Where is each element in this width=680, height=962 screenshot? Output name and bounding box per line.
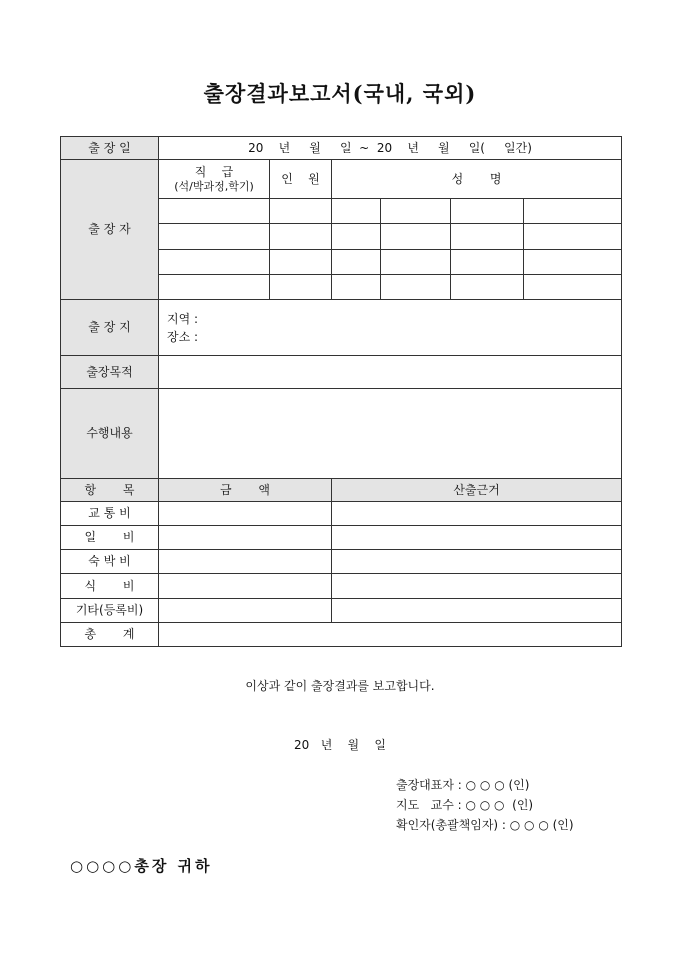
- traveler-name-cell[interactable]: [381, 274, 451, 299]
- item-header: 항 목: [61, 478, 159, 501]
- traveler-position-cell[interactable]: [159, 274, 270, 299]
- expense-item-label: 식 비: [61, 574, 159, 598]
- expense-header-row: [61, 478, 622, 501]
- traveler-name-cell[interactable]: [332, 199, 381, 224]
- expense-row: [61, 574, 622, 598]
- expense-item-label: 교 통 비: [61, 502, 159, 526]
- traveler-name-cell[interactable]: [381, 249, 451, 274]
- report-statement: 이상과 같이 출장결과를 보고합니다.: [245, 679, 435, 693]
- basis-header: 산출근거: [332, 478, 622, 501]
- traveler-name-cell[interactable]: [524, 199, 622, 224]
- traveler-name-cell[interactable]: [451, 274, 524, 299]
- expense-basis-cell[interactable]: [332, 502, 622, 526]
- traveler-name-cell[interactable]: [332, 274, 381, 299]
- expense-amount-cell[interactable]: [159, 598, 332, 622]
- traveler-position-cell[interactable]: [159, 199, 270, 224]
- position-header-line1: 직 급: [194, 164, 234, 179]
- place-region: 지역 :: [167, 311, 199, 326]
- traveler-name-cell[interactable]: [524, 249, 622, 274]
- signature-representative: 출장대표자 : ○ ○ ○ (인): [396, 778, 530, 792]
- date-label: 출 장 일: [61, 137, 159, 160]
- traveler-count-cell[interactable]: [270, 224, 332, 249]
- traveler-count-cell[interactable]: [270, 249, 332, 274]
- content-label: 수행내용: [61, 389, 159, 479]
- document-title: 출장결과보고서(국내, 국외): [203, 81, 477, 106]
- traveler-name-cell[interactable]: [524, 274, 622, 299]
- traveler-position-cell[interactable]: [159, 224, 270, 249]
- expense-amount-cell[interactable]: [159, 550, 332, 574]
- position-header-line2: (석/박과정,학기): [174, 179, 254, 193]
- place-site: 장소 :: [167, 329, 199, 344]
- signature-supervisor: 확인자(총괄책임자) : ○ ○ ○ (인): [396, 818, 574, 832]
- traveler-name-cell[interactable]: [381, 224, 451, 249]
- date-row: [61, 137, 622, 160]
- expense-basis-cell[interactable]: [332, 550, 622, 574]
- expense-item-label: 숙 박 비: [61, 550, 159, 574]
- purpose-label: 출장목적: [61, 356, 159, 389]
- expense-item-label: 일 비: [61, 526, 159, 550]
- traveler-count-cell[interactable]: [270, 199, 332, 224]
- place-value[interactable]: [159, 299, 622, 355]
- expense-basis-cell[interactable]: [332, 526, 622, 550]
- total-value[interactable]: [159, 622, 622, 646]
- report-form-table: [60, 136, 622, 647]
- signature-advisor: 지도 교수 : ○ ○ ○ (인): [396, 798, 534, 812]
- expense-basis-cell[interactable]: [332, 574, 622, 598]
- traveler-name-cell[interactable]: [524, 224, 622, 249]
- content-value[interactable]: [159, 389, 622, 479]
- place-row: [61, 299, 622, 355]
- traveler-name-cell[interactable]: [451, 224, 524, 249]
- expense-basis-cell[interactable]: [332, 598, 622, 622]
- total-label: 총 계: [61, 622, 159, 646]
- traveler-header-row: [61, 160, 622, 199]
- position-header: [159, 160, 270, 199]
- expense-amount-cell[interactable]: [159, 526, 332, 550]
- traveler-name-cell[interactable]: [381, 199, 451, 224]
- purpose-row: [61, 356, 622, 389]
- traveler-name-cell[interactable]: [451, 199, 524, 224]
- expense-item-label: 기타(등록비): [61, 598, 159, 622]
- purpose-value[interactable]: [159, 356, 622, 389]
- report-date: 20 년 월 일: [293, 738, 386, 752]
- expense-row: [61, 526, 622, 550]
- expense-row: [61, 502, 622, 526]
- name-header: 성 명: [332, 160, 622, 199]
- traveler-label: 출 장 자: [61, 160, 159, 300]
- traveler-name-cell[interactable]: [451, 249, 524, 274]
- traveler-name-cell[interactable]: [332, 224, 381, 249]
- expense-amount-cell[interactable]: [159, 574, 332, 598]
- traveler-count-cell[interactable]: [270, 274, 332, 299]
- amount-header: 금 액: [159, 478, 332, 501]
- total-row: [61, 622, 622, 646]
- expense-row: [61, 598, 622, 622]
- count-header: 인 원: [270, 160, 332, 199]
- date-value[interactable]: 20 년 월 일 ~ 20 년 월 일( 일간): [159, 137, 622, 160]
- traveler-name-cell[interactable]: [332, 249, 381, 274]
- traveler-position-cell[interactable]: [159, 249, 270, 274]
- content-row: [61, 389, 622, 479]
- expense-amount-cell[interactable]: [159, 502, 332, 526]
- place-label: 출 장 지: [61, 299, 159, 355]
- addressee: ○○○○총장 귀하: [70, 857, 213, 875]
- expense-row: [61, 550, 622, 574]
